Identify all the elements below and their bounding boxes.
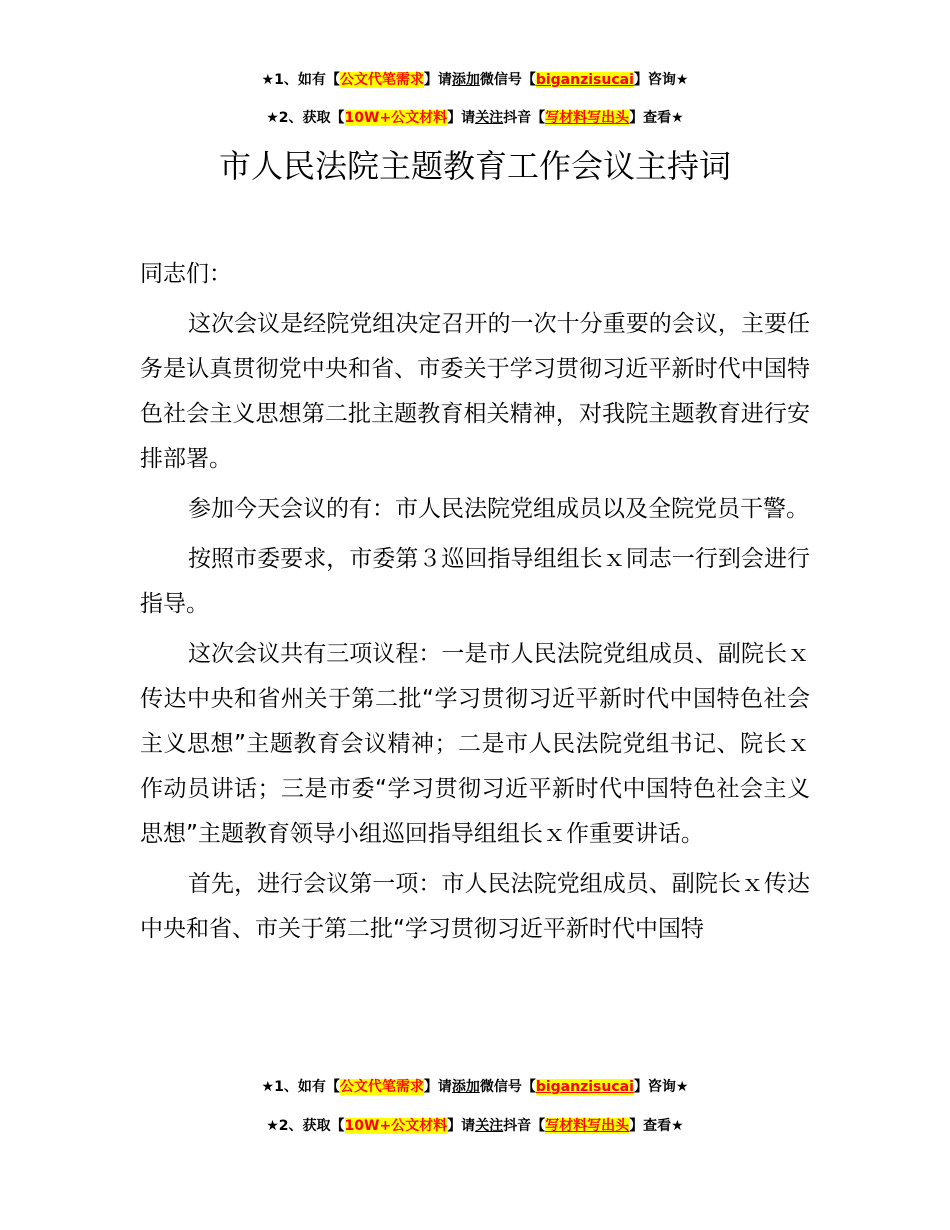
banner-text: 】请	[447, 110, 476, 126]
banner-suffix: 】查看★	[629, 110, 684, 126]
banner-text: 】请	[423, 1079, 452, 1095]
banner-text: 抖音【	[503, 1118, 546, 1134]
document-title: 市人民法院主题教育工作会议主持词	[218, 147, 731, 185]
banner-wechat-id: biganzisucai	[535, 72, 634, 88]
banner-text: 微信号【	[479, 72, 536, 88]
banner-text: 抖音【	[503, 110, 546, 126]
banner-prefix: ★1、如有【	[261, 72, 340, 88]
banner-text: 微信号【	[479, 1079, 536, 1095]
banner-underline-text: 添加	[451, 72, 480, 88]
banner-highlight-materials: 10W+公文材料	[344, 110, 448, 126]
banner-suffix: 】咨询★	[633, 72, 689, 88]
banner-text: 】请	[447, 1118, 476, 1134]
banner-highlight-materials: 10W+公文材料	[344, 1118, 448, 1134]
paragraph: 按照市委要求，市委第３巡回指导组组长ｘ同志一行到会进行指导。	[140, 546, 810, 617]
salutation: 同志们：	[140, 261, 232, 287]
banner-underline-text: 添加	[451, 1079, 480, 1095]
header-banner-line-2	[0, 108, 950, 128]
footer-banner-line-1	[0, 1077, 950, 1097]
banner-highlight-service: 公文代笔需求	[339, 1079, 424, 1095]
banner-underline-text: 关注	[475, 1118, 504, 1134]
banner-prefix: ★1、如有【	[261, 1079, 340, 1095]
paragraph: 参加今天会议的有：市人民法院党组成员以及全院党员干警。	[188, 496, 809, 522]
banner-prefix: ★2、获取【	[266, 110, 345, 126]
banner-highlight-service: 公文代笔需求	[339, 72, 424, 88]
header-banner-line-1	[0, 70, 950, 90]
banner-douyin-id: 写材料写出头	[545, 1118, 630, 1134]
paragraph: 这次会议共有三项议程：一是市人民法院党组成员、副院长ｘ传达中央和省州关于第二批“学习贯彻习近平新时代中国特色社会主义思想”主题教育会议精神；二是市人民法院党组书记、院长ｘ作动员讲话；三是市委“学习贯彻习近平新时代中国特色社会主义思想”主题教育领导小组巡回指导组组长ｘ作重要讲话。	[140, 641, 810, 847]
banner-suffix: 】咨询★	[633, 1079, 689, 1095]
footer-banner-line-2	[0, 1116, 950, 1136]
banner-prefix: ★2、获取【	[266, 1118, 345, 1134]
paragraph: 这次会议是经院党组决定召开的一次十分重要的会议，主要任务是认真贯彻党中央和省、市委关于学习贯彻习近平新时代中国特色社会主义思想第二批主题教育相关精神，对我院主题教育进行安排部署。	[140, 311, 810, 472]
banner-underline-text: 关注	[475, 110, 504, 126]
banner-wechat-id: biganzisucai	[535, 1079, 634, 1095]
document-body	[140, 252, 810, 957]
banner-text: 】请	[423, 72, 452, 88]
banner-suffix: 】查看★	[629, 1118, 684, 1134]
paragraph: 首先，进行会议第一项：市人民法院党组成员、副院长ｘ传达中央和省、市关于第二批“学习贯彻习近平新时代中国特	[140, 871, 810, 942]
banner-douyin-id: 写材料写出头	[545, 110, 630, 126]
